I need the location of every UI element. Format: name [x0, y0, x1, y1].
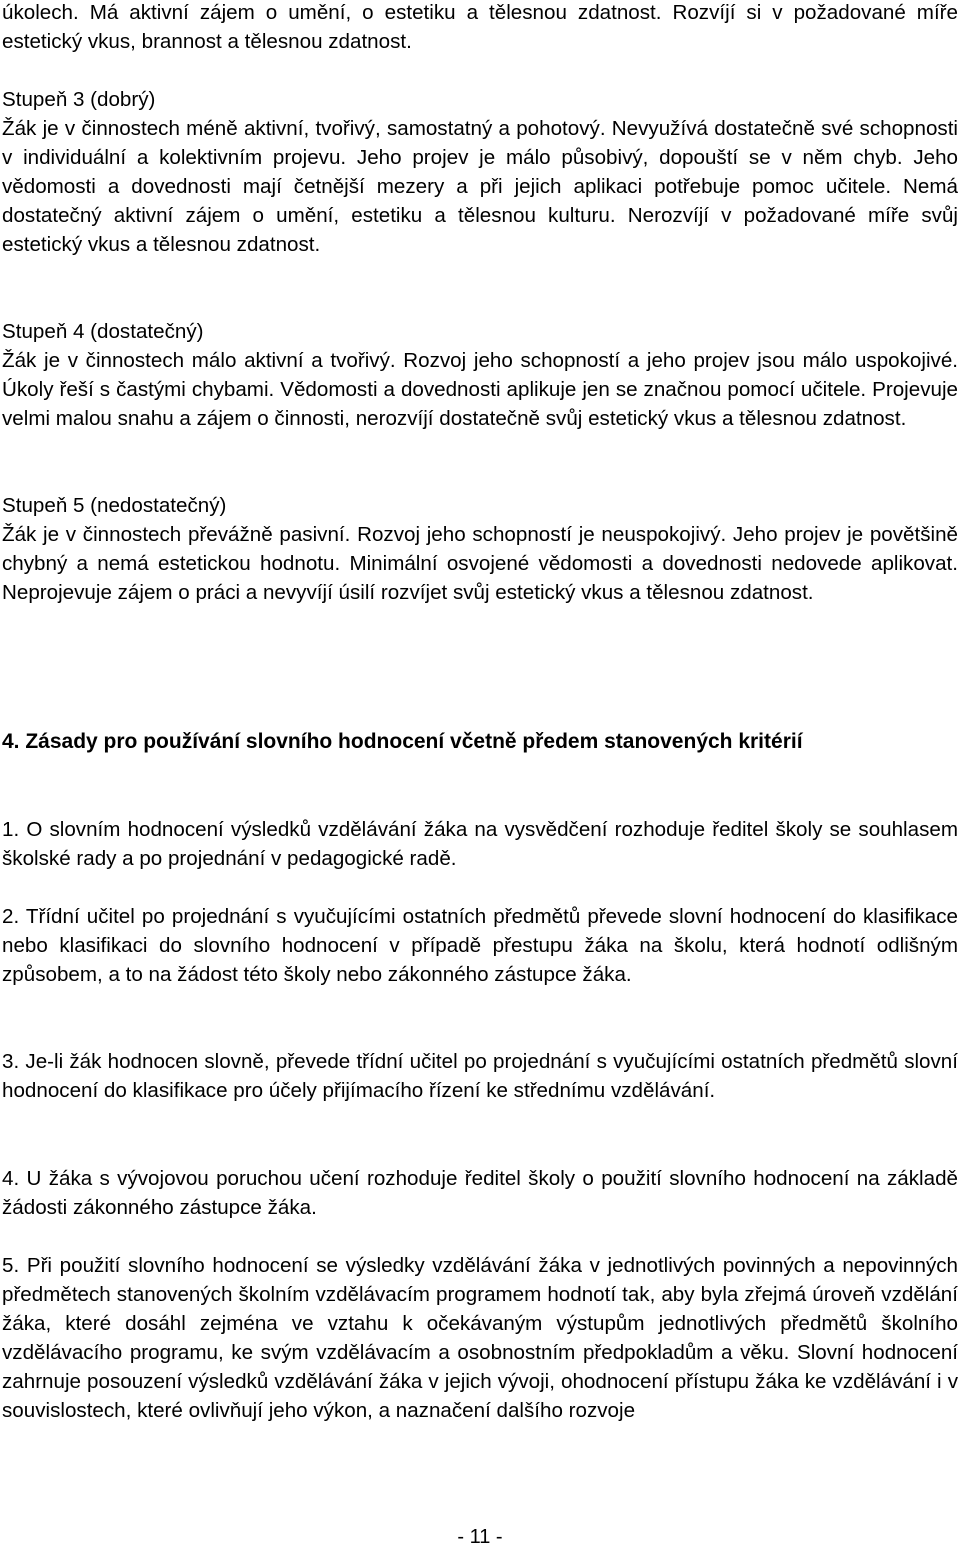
grade-3-title: Stupeň 3 (dobrý): [2, 88, 156, 111]
rule-4: 4. U žáka s vývojovou poruchou učení rozhoduje ředitel školy o použití slovního hodnocení na základě žádosti zákonného zástupce žáka.: [2, 1167, 958, 1219]
grade-5-title: Stupeň 5 (nedostatečný): [2, 494, 227, 517]
page-number: - 11 -: [457, 1526, 503, 1548]
rule-3: 3. Je-li žák hodnocen slovně, převede třídní učitel po projednání s vyučujícími ostatních předmětů slovní hodnocení do klasifikace pro účely přijímacího řízení ke střednímu vzdělávání.: [2, 1050, 958, 1102]
rule-5: 5. Při použití slovního hodnocení se výsledky vzdělávání žáka v jednotlivých povinných a nepovinných předmětech stanovených školním vzdělávacím programem hodnotí tak, aby byla zřejmá úroveň vzdělání žáka, které dosáhl zejména ve vztahu k očekávaným výstupům jednotlivých předmětů školního vzdělávacího programu, ke svým vzdělávacím a osobnostním předpokladům a věku. Slovní hodnocení zahrnuje posouzení výsledků vzdělávání žáka v jejich vývoji, ohodnocení přístupu žáka ke vzdělávání i v souvislostech, které ovlivňují jeho výkon, a naznačení dalšího rozvoje: [2, 1254, 958, 1422]
grade-5-block: [2, 491, 958, 607]
grade-3-block: [2, 85, 958, 259]
grade-4-text: Žák je v činnostech málo aktivní a tvořivý. Rozvoj jeho schopností a jeho projev jsou málo uspokojivé. Úkoly řeší s častými chybami. Vědomosti a dovednosti aplikuje jen se značnou pomocí učitele. Projevuje velmi malou snahu a zájem o činnosti, nerozvíjí dostatečně svůj estetický vkus a tělesnou zdatnost.: [2, 349, 958, 430]
rule-2: 2. Třídní učitel po projednání s vyučujícími ostatních předmětů převede slovní hodnocení do klasifikace nebo klasifikaci do slovního hodnocení v případě přestupu žáka na školu, která hodnotí odlišným způsobem, a to na žádost této školy nebo zákonného zástupce žáka.: [2, 905, 958, 986]
rule-1: 1. O slovním hodnocení výsledků vzdělávání žáka na vysvědčení rozhoduje ředitel školy se souhlasem školské rady a po projednání v pedagogické radě.: [2, 818, 958, 870]
grade-4-title: Stupeň 4 (dostatečný): [2, 320, 204, 343]
grade-3-text: Žák je v činnostech méně aktivní, tvořivý, samostatný a pohotový. Nevyužívá dostatečně své schopnosti v individuální a kolektivním projevu. Jeho projev je málo působivý, dopouští se v něm chyb. Jeho vědomosti a dovednosti mají četnější mezery a při jejich aplikaci potřebuje pomoc učitele. Nemá dostatečný aktivní zájem o umění, estetiku a tělesnou kulturu. Nerozvíjí v požadované míře svůj estetický vkus a tělesnou zdatnost.: [2, 117, 958, 256]
grade-5-text: Žák je v činnostech převážně pasivní. Rozvoj jeho schopností je neuspokojivý. Jeho projev je povětšině chybný a nemá estetickou hodnotu. Minimální osvojené vědomosti a dovednosti nedovede aplikovat. Neprojevuje zájem o práci a nevyvíjí úsilí rozvíjet svůj estetický vkus a tělesnou zdatnost.: [2, 523, 958, 604]
intro-paragraph: úkolech. Má aktivní zájem o umění, o estetiku a tělesnou zdatnost. Rozvíjí si v požadované míře estetický vkus, brannost a tělesnou zdatnost.: [2, 1, 958, 53]
grade-4-block: [2, 317, 958, 433]
section-title: 4. Zásady pro používání slovního hodnocení včetně předem stanovených kritérií: [2, 730, 803, 753]
